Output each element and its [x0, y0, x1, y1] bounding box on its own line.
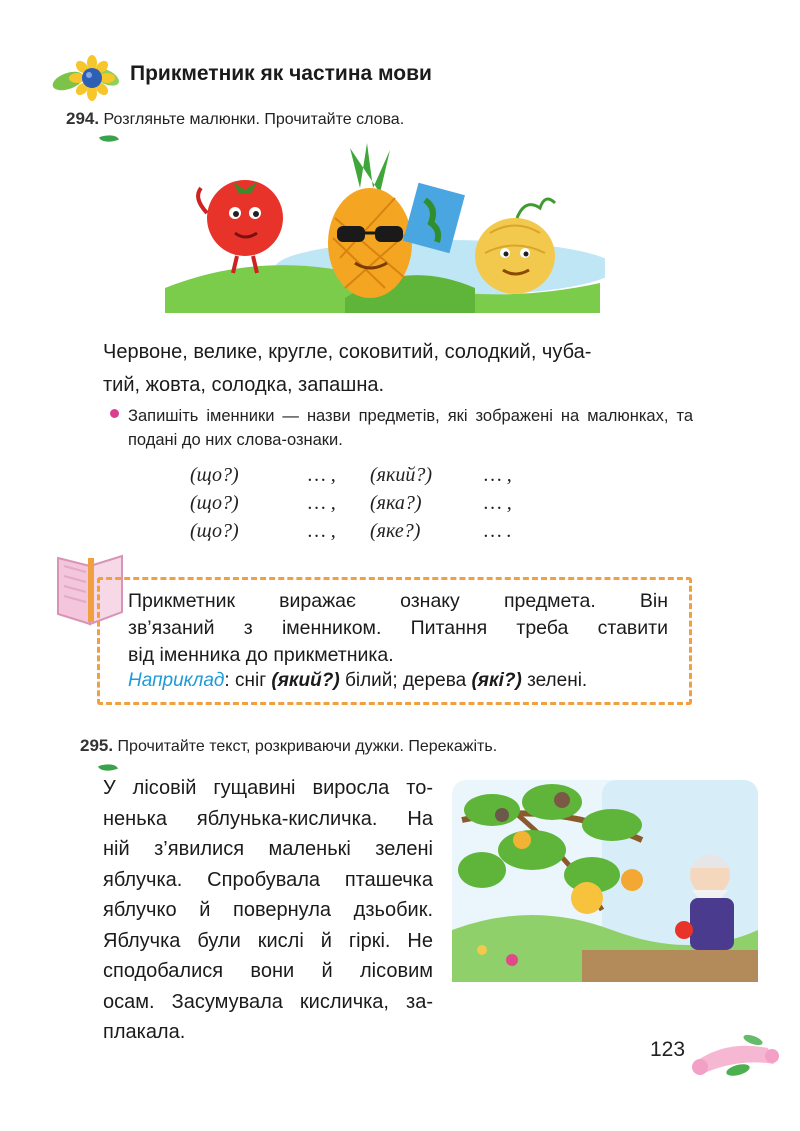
exercise-instruction: Прочитайте текст, розкриваючи дужки. Перекажіть.	[117, 738, 498, 755]
story-line: ненька яблунька-кисличка. На	[103, 807, 433, 830]
page-title: Прикметник як частина мови	[130, 62, 432, 85]
story-line: плакала.	[103, 1021, 186, 1043]
template-q2-row3: (яке?)	[370, 520, 421, 542]
exercise-number: 294.	[66, 109, 100, 128]
sunflower-icon	[48, 55, 124, 101]
template-q1-row3: (що?)	[190, 520, 239, 542]
story-line: яблучка. Спробувала пташечка	[103, 868, 433, 891]
template-q1-row2: (що?)	[190, 492, 239, 514]
scroll-ornament-icon	[688, 1030, 783, 1080]
example-colon: :	[224, 670, 230, 691]
exercise-number: 295.	[80, 736, 114, 755]
template-dots-row1: … ,	[308, 464, 336, 486]
rule-line-2: зв’язаний з іменником. Питання треба ставити	[128, 617, 668, 639]
template-q2-row1: (який?)	[370, 464, 432, 486]
adjectives-line-1: Червоне, велике, кругле, соковитий, солодкий, чуба-	[103, 341, 592, 363]
exercise-instruction: Розгляньте малюнки. Прочитайте слова.	[103, 111, 405, 128]
adjectives-line-2: тий, жовта, солодка, запашна.	[103, 374, 385, 396]
template-dots-row3: … ,	[308, 520, 336, 542]
example-word-3: зелені.	[521, 670, 588, 691]
example-label: Наприклад	[128, 670, 225, 691]
example-word-1: сніг	[229, 670, 272, 691]
example-question-2: (які?)	[471, 670, 522, 691]
story-line: осам. Засумувала кисличка, за-	[103, 990, 433, 1013]
story-text	[103, 773, 433, 1048]
bullet-icon	[110, 409, 119, 418]
pen-leaf-icon	[99, 131, 119, 146]
template-q1-row1: (що?)	[190, 464, 239, 486]
story-line: сподобалися вони й лісовим	[103, 960, 433, 982]
template-q2-row2: (яка?)	[370, 492, 422, 514]
exercise-294-header	[66, 109, 404, 129]
fruits-illustration	[145, 138, 605, 318]
story-line: У лісовій гущавині виросла то-	[103, 777, 433, 799]
rule-line-1: Прикметник виражає ознаку предмета. Він	[128, 590, 668, 612]
page-number: 123	[650, 1038, 686, 1061]
exercise-295-header	[80, 736, 497, 756]
story-line: яблучко й повернула дзьобик.	[103, 899, 433, 921]
template-dots2-row2: … ,	[484, 492, 512, 514]
story-line: ній з’явилися маленькі зелені	[103, 838, 433, 860]
example-question-1: (який?)	[271, 670, 340, 691]
template-dots2-row1: … ,	[484, 464, 512, 486]
rule-example	[128, 670, 587, 692]
template-dots-row2: … ,	[308, 492, 336, 514]
rule-line-3: від іменника до прикметника.	[128, 644, 394, 666]
example-word-2: білий; дерева	[339, 670, 472, 691]
story-line: Яблучка були кислі й гіркі. Не	[103, 929, 433, 952]
apple-tree-illustration	[452, 780, 758, 982]
template-dots2-row3: … .	[484, 520, 512, 542]
task-text: Запишіть іменники — назви предметів, які зображені на малюнках, та подані до них слова-ознаки.	[128, 407, 693, 449]
